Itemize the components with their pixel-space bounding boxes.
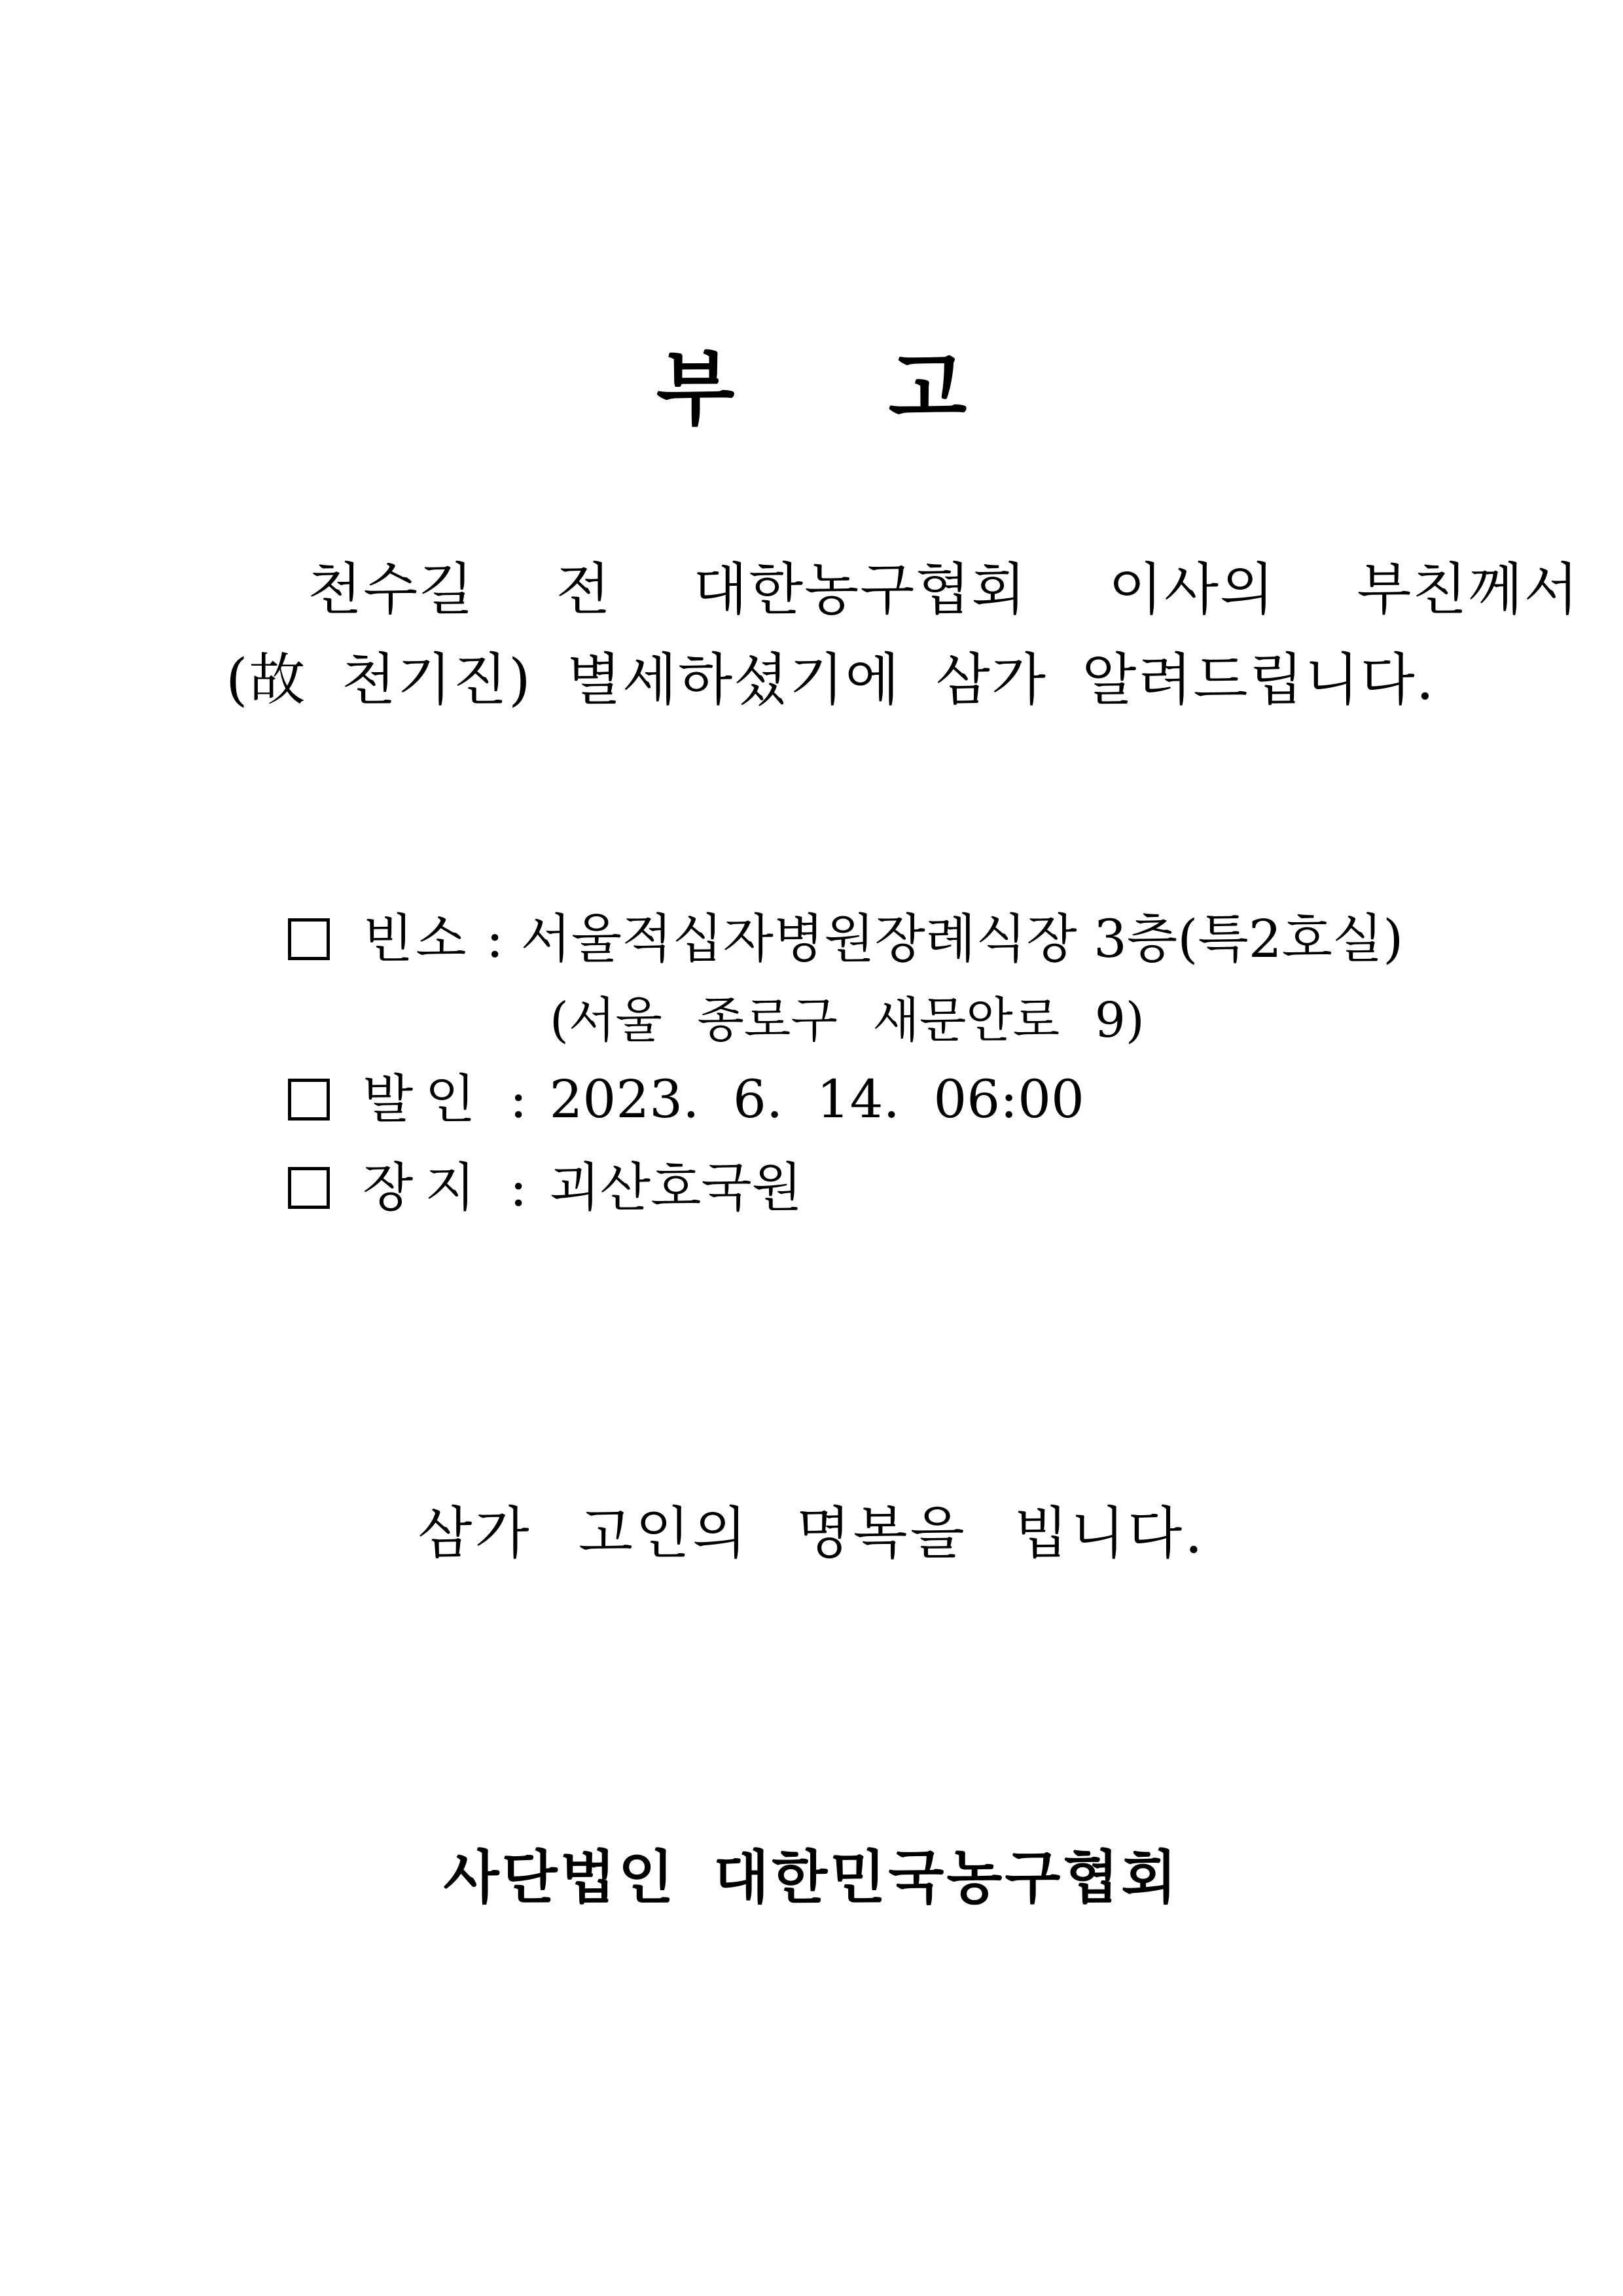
departure-value: 2023. 6. 14. 06:00 [549,1069,1084,1130]
burial-label: 장지 [363,1157,488,1218]
notice-line-1: 천수길 전 대한농구협회 이사의 부친께서 [308,557,1580,622]
venue-value: 서울적십자병원장례식장 3층(특2호실) [520,908,1404,969]
checkbox-icon [288,918,330,960]
notice-line-2: (故 천기진) 별세하셨기에 삼가 알려드립니다. [226,647,1436,713]
checkbox-icon [288,1167,330,1209]
departure-label: 발인 [363,1069,488,1130]
title-char-1: 부 [656,342,735,437]
organization-signature: 사단법인 대한민국농구협회 [443,1844,1180,1911]
document-title [0,324,1623,440]
departure-separator: : [509,1069,527,1130]
condolence-message: 삼가 고인의 명복을 빕니다. [418,1501,1205,1566]
title-char-2: 고 [888,342,967,437]
info-row-departure [288,1069,1084,1130]
checkbox-icon [288,1079,330,1121]
info-row-venue [288,908,1404,969]
burial-separator: : [509,1157,527,1218]
venue-label: 빈소 [363,908,469,969]
venue-address: (서울 종로구 새문안로 9) [550,992,1145,1049]
burial-value: 괴산호국원 [549,1157,802,1218]
info-row-burial [288,1157,802,1218]
venue-separator: : [486,908,504,969]
